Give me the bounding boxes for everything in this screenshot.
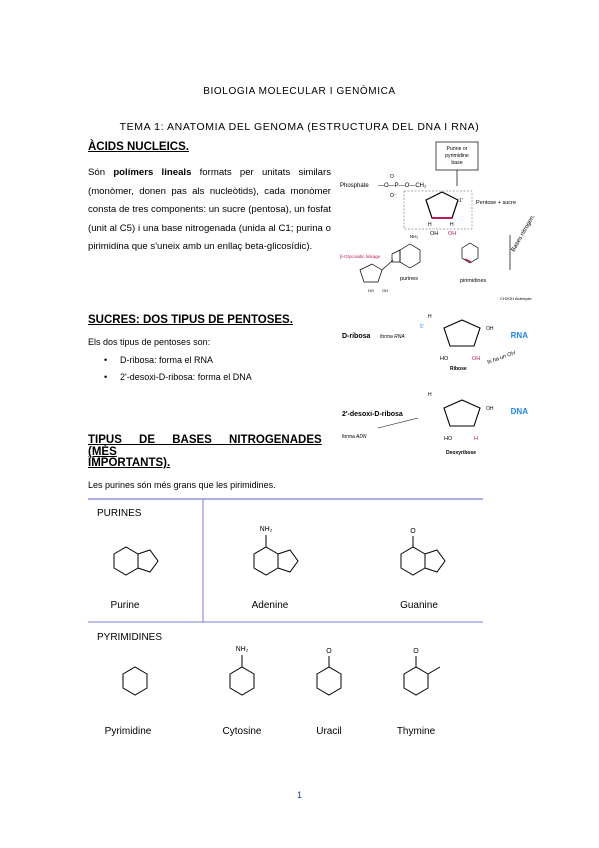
adenine-label: Adenine <box>251 600 289 611</box>
hydroxyl-note: hi ha un OH <box>486 350 517 366</box>
deoxyribose-ring <box>444 400 480 426</box>
section-heading-bases-2: IMPORTANTS). <box>88 457 171 469</box>
deoxy-label: 2'-desoxi-D-ribosa <box>342 411 403 418</box>
section-heading-acids: ÀCIDS NUCLEICS. <box>88 141 189 153</box>
deoxyribose-label: Deoxyribose <box>446 450 477 456</box>
sugar-h: H <box>428 222 432 228</box>
phosphate-o2: O⁻ <box>390 193 397 199</box>
purine-label: Purine <box>110 600 140 611</box>
bases-note: Bases nitrogen. <box>510 213 537 253</box>
bases-figure <box>88 498 483 750</box>
ho-d: HO <box>444 436 453 442</box>
sugar-ring <box>426 192 458 218</box>
deoxy-note: forma ADN <box>342 434 367 440</box>
rna-label: RNA <box>510 331 528 340</box>
sugar-h2: H <box>450 222 454 228</box>
aldehyde-label: CH2OH Aldehyde <box>500 296 532 301</box>
pyrimidine-label: Pyrimidine <box>104 726 152 737</box>
document-title: BIOLOGIA MOLECULAR I GENÒMICA <box>203 86 396 97</box>
oh-r1: OH <box>486 326 494 332</box>
base-box-label-2: pyrimidine <box>445 153 469 159</box>
sugars-intro: Els dos tipus de pentoses son: <box>88 337 211 347</box>
adenine-nh2: NH₂ <box>259 526 273 533</box>
sugar-oh-pink: OH <box>448 231 457 237</box>
c5-num: 5' <box>420 324 424 330</box>
guanine-o: O <box>410 528 416 535</box>
sugars-figure <box>338 308 538 460</box>
pentose-list <box>100 352 320 386</box>
dribosa-label: D-ribosa <box>342 333 371 340</box>
dna-label: DNA <box>510 407 528 416</box>
section-heading-sugars: SUCRES: DOS TIPUS DE PENTOSES. <box>88 314 293 326</box>
base-box-label: Purine or <box>446 146 468 152</box>
ribose-label: Ribose <box>450 366 467 372</box>
uracil-o: O <box>326 648 332 655</box>
dribosa-note: forma RNA <box>380 334 405 340</box>
sugar-c1: 1' <box>459 198 463 204</box>
pentose-label: Pentose + sucre <box>476 200 516 206</box>
thymine-structure <box>404 656 440 695</box>
heading-line: TIPUS DE BASES NITROGENADES (MÉS <box>88 434 322 458</box>
thymine-o: O <box>413 648 419 655</box>
purines-title: PURINES <box>97 508 142 519</box>
phosphate-formula: —O—P—O—CH₂ <box>378 183 427 189</box>
purine-structure <box>114 547 158 575</box>
purines-label: purines <box>400 276 419 282</box>
glyco-label: β-Glycosidic linkage <box>340 254 381 259</box>
cytosine-nh2: NH₂ <box>235 646 249 653</box>
h-d: H <box>474 436 478 442</box>
uracil-label: Uracil <box>316 726 342 737</box>
bases-note: Les purines són més grans que les pirimidines. <box>88 480 276 490</box>
ho-r: HO <box>440 356 449 362</box>
pentose-box <box>404 191 472 229</box>
c5: H <box>428 314 432 320</box>
sugar-oh: OH <box>430 231 439 237</box>
thymine-label: Thymine <box>396 726 436 737</box>
phosphate-o: O <box>390 174 394 180</box>
guanine-structure <box>401 536 445 575</box>
pirimidines-label: pirimidines <box>460 278 487 284</box>
paragraph-acids <box>88 164 331 257</box>
section-heading-bases <box>88 434 331 458</box>
paragraph-text: Són <box>88 167 114 178</box>
nucleoside-sugar <box>360 264 382 282</box>
oh-label: OH <box>382 288 388 293</box>
base-box-label-3: base <box>451 160 463 166</box>
oh-r: OH <box>472 356 481 362</box>
ho-label: HO <box>368 288 374 293</box>
oh-d1: OH <box>486 406 494 412</box>
document-subtitle: TEMA 1: ANATOMIA DEL GENOMA (ESTRUCTURA DEL DNA I RNA) <box>119 121 480 133</box>
paragraph-bold: polímers lineals <box>113 167 192 178</box>
pyrimidine-ring <box>462 243 478 263</box>
paragraph-text: formats per unitats similars (monòmer, donen pas als nucleòtids), cada monòmer consta de tres components: un sucre (pentosa), un fosfat (unit al C5) i una base nitrogenada (unida al C1; purina o pirimidina que s'uneix amb un enllaç beta-glicosídic). <box>88 167 331 253</box>
dc5: H <box>428 392 432 398</box>
cytosine-structure <box>230 655 254 695</box>
pyrimidine-structure <box>123 667 147 695</box>
list-item: • D-ribosa: forma el RNA <box>100 352 320 369</box>
adenine-structure <box>254 535 298 575</box>
pyrimidines-title: PYRIMIDINES <box>97 632 163 643</box>
nucleotide-figure <box>338 140 537 310</box>
list-item: • 2'-desoxi-D-ribosa: forma el DNA <box>100 369 320 386</box>
phosphate-label: Phosphate <box>340 183 369 189</box>
adenine-ring <box>400 244 420 268</box>
cytosine-label: Cytosine <box>222 726 262 737</box>
nh2: NH₂ <box>410 234 419 239</box>
guanine-label: Guanine <box>400 600 438 611</box>
ribose-ring <box>444 320 480 346</box>
page-number: 1 <box>296 790 302 800</box>
uracil-structure <box>317 656 341 695</box>
